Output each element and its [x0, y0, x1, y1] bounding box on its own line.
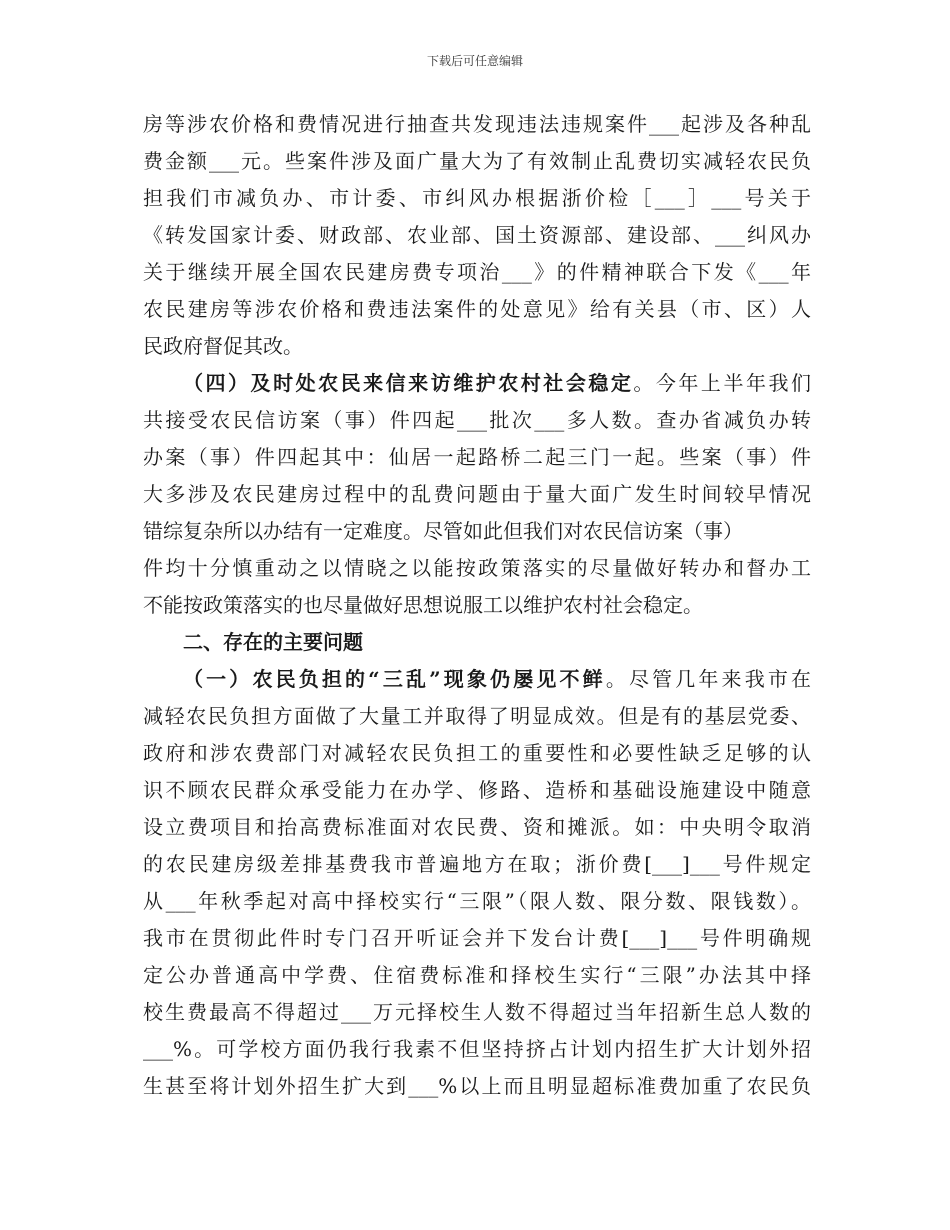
text-line [143, 328, 811, 365]
bold-heading-text: （一）农民负担的“三乱”现象仍屡见不鲜 [183, 667, 606, 691]
bold-heading-text: 二、存在的主要问题 [183, 630, 363, 654]
text-line [143, 217, 811, 254]
text-line [143, 920, 811, 957]
body-text: 生甚至将计划外招生扩大到___%以上而且明显超标准费加重了农民负 [143, 1074, 811, 1098]
body-text: 农民建房等涉农价格和费违法案件的处意见》给有关县（市、区）人 [143, 297, 811, 321]
body-text: 件均十分慎重动之以情晓之以能按政策落实的尽量做好转办和督办工 [143, 556, 811, 580]
text-line [143, 1068, 811, 1105]
body-text: 识不顾农民群众承受能力在办学、修路、造桥和基础设施建设中随意 [143, 778, 811, 802]
text-line [143, 698, 811, 735]
line-text [143, 328, 811, 365]
line-text [143, 106, 811, 143]
line-text [143, 957, 811, 994]
line-text [143, 1031, 811, 1068]
line-text [183, 661, 811, 698]
text-line [143, 846, 811, 883]
text-line [143, 476, 811, 513]
text-line [143, 1031, 811, 1068]
body-text: 办案（事）件四起其中：仙居一起路桥二起三门一起。些案（事）件 [143, 445, 811, 469]
bold-heading-text: （四）及时处农民来信来访维护农村社会稳定 [183, 371, 634, 395]
line-text [183, 365, 811, 402]
line-text [143, 698, 811, 735]
text-line [143, 365, 811, 402]
line-text [143, 883, 811, 920]
body-text: 。尽管几年来我市在 [605, 667, 811, 691]
text-line [143, 624, 811, 661]
text-line [143, 735, 811, 772]
body-text: 政府和涉农费部门对减轻农民负担工的重要性和必要性缺乏足够的认 [143, 741, 811, 765]
body-text: 费金额___元。些案件涉及面广量大为了有效制止乱费切实减轻农民负 [143, 149, 811, 173]
body-text: ___%。可学校方面仍我行我素不但坚持挤占计划内招生扩大计划外招 [143, 1037, 811, 1061]
text-line [143, 550, 811, 587]
body-text: 校生费最高不得超过___万元择校生人数不得超过当年招新生总人数的 [143, 1000, 811, 1024]
text-line [143, 772, 811, 809]
line-text [143, 735, 811, 772]
text-line [143, 291, 811, 328]
body-text: 大多涉及农民建房过程中的乱费问题由于量大面广发生时间较早情况 [143, 482, 811, 506]
body-text: 民政府督促其改。 [143, 334, 303, 358]
text-line [143, 994, 811, 1031]
text-line [143, 513, 811, 550]
line-text [143, 180, 811, 217]
text-line [143, 439, 811, 476]
text-line [143, 883, 811, 920]
body-text: 设立费项目和抬高费标准面对农民费、资和摊派。如：中央明令取消 [143, 815, 811, 839]
page-header: 下载后可任意编辑 [426, 54, 523, 68]
body-text: 。今年上半年我们 [633, 371, 811, 395]
body-text: 的农民建房级差排基费我市普遍地方在取；浙价费[___]___号件规定 [143, 852, 811, 876]
line-text [143, 994, 811, 1031]
line-text [143, 550, 811, 587]
body-text: 我市在贯彻此件时专门召开听证会并下发台计费[___]___号件明确规 [143, 926, 811, 950]
body-text: 担我们市减负办、市计委、市纠风办根据浙价检［___］___号关于 [143, 186, 811, 210]
line-text [143, 772, 811, 809]
line-text [143, 291, 811, 328]
body-text: 关于继续开展全国农民建房费专项治___》的件精神联合下发《___年 [143, 260, 811, 284]
body-text: 不能按政策落实的也尽量做好思想说服工以维护农村社会稳定。 [143, 593, 703, 617]
line-text [143, 846, 811, 883]
text-line [143, 402, 811, 439]
line-text [143, 217, 811, 254]
text-line [143, 661, 811, 698]
body-text: 《转发国家计委、财政部、农业部、国土资源部、建设部、___纠风办 [143, 223, 811, 247]
body-text: 定公办普通高中学费、住宿费标准和择校生实行“三限”办法其中择 [143, 963, 811, 987]
line-text [143, 587, 811, 624]
text-line [143, 809, 811, 846]
line-text [143, 439, 811, 476]
line-text [143, 143, 811, 180]
text-line [143, 957, 811, 994]
text-line [143, 254, 811, 291]
body-text: 房等涉农价格和费情况进行抽查共发现违法违规案件___起涉及各种乱 [143, 112, 811, 136]
line-text [143, 809, 811, 846]
text-line [143, 106, 811, 143]
line-text [143, 513, 811, 550]
line-text [143, 1068, 811, 1105]
text-line [143, 180, 811, 217]
document-body [143, 106, 811, 1105]
text-line [143, 587, 811, 624]
body-text: 从___年秋季起对高中择校实行“三限”（限人数、限分数、限钱数）。 [143, 889, 811, 913]
body-text: 错综复杂所以办结有一定难度。尽管如此但我们对农民信访案（事） [143, 519, 743, 543]
text-line [143, 143, 811, 180]
line-text [143, 254, 811, 291]
line-text [143, 402, 811, 439]
line-text [143, 920, 811, 957]
line-text [143, 476, 811, 513]
body-text: 减轻农民负担方面做了大量工并取得了明显成效。但是有的基层党委、 [143, 704, 811, 728]
body-text: 共接受农民信访案（事）件四起___批次___多人数。查办省减负办转 [143, 408, 811, 432]
line-text [183, 624, 811, 661]
